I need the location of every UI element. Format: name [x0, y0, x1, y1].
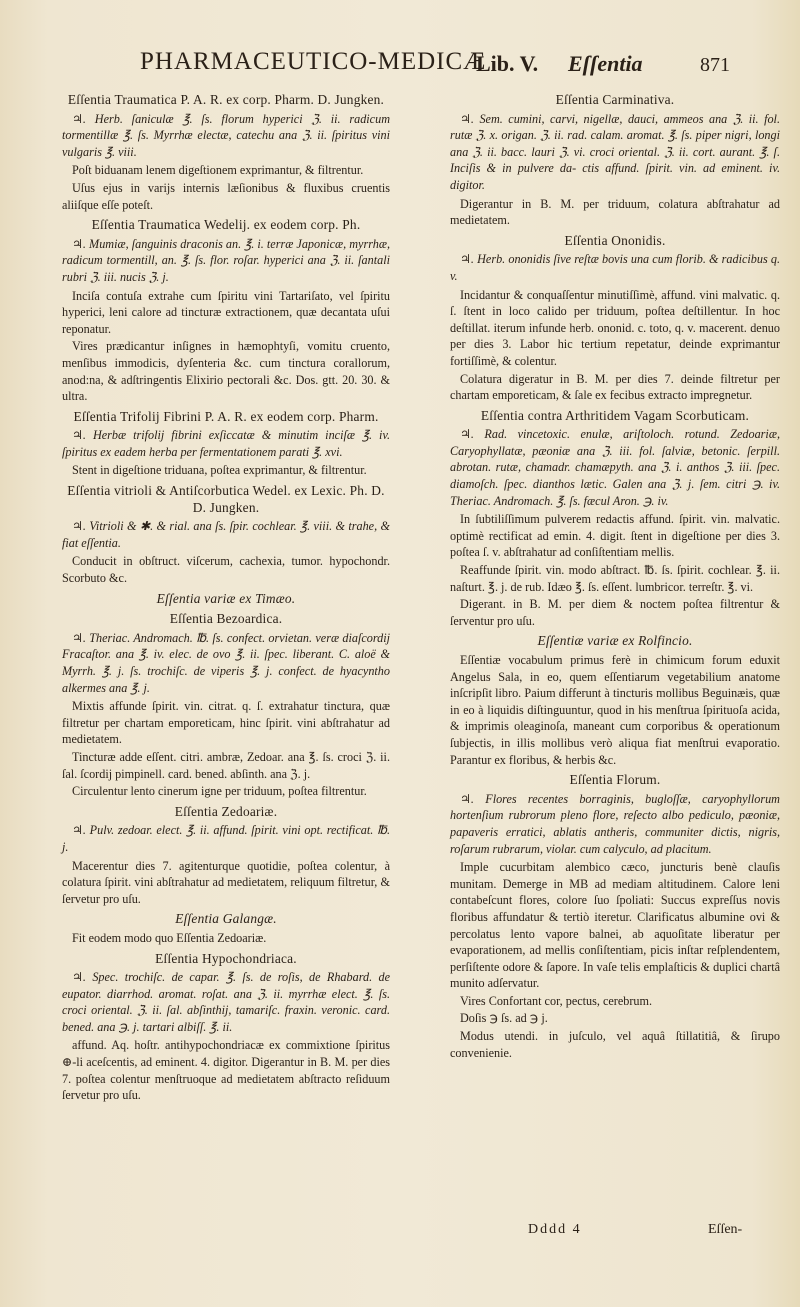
paragraph: Digerantur in B. M. per triduum, colatura abſtrahatur ad medietatem. — [450, 196, 780, 228]
paragraph: Digerant. in B. M. per diem & noctem poſtea filtrentur & ſerventur pro uſu. — [450, 597, 780, 628]
paragraph: affund. Aq. hoſtr. antihypochondriacæ ex commixtione ſpiritus ⊕-li aceſcentis, ad eminent. 4. digitor. Digerantur in B. M. per dies 7. poſtea colentur menſtruoque ad medietatem abſtracto reſiduum ſervetur pro uſu. — [62, 1038, 390, 1103]
section-heading: Eſſentia Traumatica Wedelij. ex eodem corp. Ph. — [91, 217, 361, 233]
section-heading: Eſſentia contra Arthritidem Vagam Scorbuticam. — [480, 407, 750, 423]
paragraph: Vires Confortant cor, pectus, cerebrum. — [460, 993, 653, 1008]
paragraph: In ſubtiliſſimum pulverem redactis affund. ſpirit. vin. malvatic. optimè rectificat ad emin. 4. digit. ſtent in digeſtione per dies 3. poſtea ſ. v. abſtrahatur ad conſiſtentiam mellis. — [450, 512, 780, 560]
paragraph: Fit eodem modo quo Eſſentia Zedoariæ. — [72, 930, 267, 945]
book-number: Lib. V. — [476, 51, 539, 76]
section-title: Eſſentia — [568, 51, 643, 76]
paragraph: Reaffunde ſpirit. vin. modo abſtract. ℔. ſs. ſpirit. cochlear. ℥. ii. naſturt. ℥. j. de rub. Idæo ℥. ſs. eſſent. lumbricor. terreſtr. ℥. vi. — [450, 563, 780, 594]
paragraph: Tincturæ adde eſſent. citri. ambræ, Zedoar. ana ℥. ſs. croci ℨ. ii. ſal. ſcordij pimpinell. card. bened. abſinth. ana ℨ. j. — [62, 749, 390, 781]
section-heading: Eſſentia Traumatica P. A. R. ex corp. Pharm. D. Jungken. — [67, 92, 385, 107]
section-heading: Eſſentia Hypochondriaca. — [155, 950, 297, 966]
section-heading: Eſſentia Trifolij Fibrini P. A. R. ex eodem corp. Pharm. — [73, 408, 379, 424]
paragraph: Eſſentiæ vocabulum primus ferè in chimicum forum eduxit Angelus Sala, in eo, quem eſſentiarum vegetabilium anatome inſcripſit libro. Paium differunt à tincturis mollibus Beguinæis, quæ in eo à liquidis diſtinguuntur, quod in his menſtrua ſpirituoſa acida, & imprimis oleaginoſa, maneant cum corporibus & operationum ſubjectis, in illis mollibus verò aliqua fiat menſtrui evaporatio. Parantur ex floribus, & herbis &c. — [450, 653, 780, 767]
recipe-text: ♃. Theriac. Andromach. ℔. ſs. confect. orvietan. veræ diaſcordij Fracaſtor. ana ℥. iv. elec. de ovo ℥. ii. ſpec. liberant. C. aloë & Myrrh. ℥. j. ſs. trochiſc. de viperis ℥. j. confect. de hyacyntho alkermes ana ℥. j. — [62, 630, 390, 695]
paragraph: Mixtis affunde ſpirit. vin. citrat. q. ſ. extrahatur tinctura, quæ filtretur per chartam emporeticam, hinc ſpirit. vini abſtrahatur ad medietatem. — [62, 699, 390, 747]
recipe-text: ♃. Herb. ſaniculæ ℥. ſs. florum hyperici ℨ. ii. radicum tormentillæ ℥. ſs. Myrrhæ electæ, catechu ana ℨ. ii. ſpiritus vini vulgaris ℥. viii. — [62, 111, 390, 159]
section-heading: Eſſentia Zedoariæ. — [174, 803, 278, 819]
recipe-text: ♃. Vitrioli & ✱. & rial. ana ſs. ſpir. cochlear. ℥. viii. & trahe, & fiat eſſentia. — [62, 519, 390, 550]
paragraph: Inciſa contuſa extrahe cum ſpiritu vini Tartariſato, vel ſpiritu hyperici, leni calore ad tincturæ extractionem, quæ decantata uſui reponatur. — [62, 288, 390, 336]
right-column — [450, 88, 780, 1062]
signature-mark: Dddd 4 — [528, 1222, 582, 1237]
section-heading: Eſſentia variæ ex Timæo. — [156, 590, 296, 606]
section-heading: Eſſentiæ variæ ex Rolfincio. — [537, 633, 693, 649]
recipe-text: ♃. Herbæ trifolij fibrini exſiccatæ & minutim inciſæ ℥. iv. ſpiritus ex eadem herba per fermentationem parati ℥. xvi. — [62, 428, 390, 459]
paragraph: Modus utendi. in juſculo, vel aquâ ſtillatitiâ, & ſirupo convenienie. — [450, 1029, 780, 1060]
running-header — [0, 48, 800, 84]
paragraph: Macerentur dies 7. agitenturque quotidie, poſtea colentur, à colatura ſpirit. vini abſtrahatur ad medietatem, reliquum filtretur, & ſervetur pro uſu. — [62, 858, 390, 906]
paragraph: Colatura digeratur in B. M. per dies 7. deinde filtretur per chartam emporeticam, & ſale ex fecibus extracto impregnetur. — [450, 371, 780, 403]
section-heading: Eſſentia Galangæ. — [175, 911, 277, 927]
catchword: Eſſen- — [708, 1222, 743, 1237]
recipe-text: ♃. Flores recentes borraginis, bugloſſæ, caryophyllorum hortenſium rubrorum pleno flore, reſecto albo pediculo, pæoniæ, papaveris erratici, ablatis antheris, communiter dictis, nigris, roſarum rubrarum, violar. cum calyculo, ad placitum. — [450, 791, 780, 856]
running-title: PHARMACEUTICO-MEDICÆ — [140, 48, 487, 75]
recipe-text: ♃. Mumiæ, ſanguinis draconis an. ℥. i. terræ Japonicæ, myrrhæ, radicum tormentill, an. ℥. ſs. flor. roſar. hyperici ana ℨ. ii. ſantali rubri ℨ. iii. nucis ℨ. j. — [62, 236, 390, 284]
recipe-text: ♃. Sem. cumini, carvi, nigellæ, dauci, ammeos ana ℨ. ii. fol. rutæ ℨ. x. origan. ℨ. ii. rad. calam. aromat. ℥. ſs. piper nigri, longi ana ℨ. ii. bacc. lauri ℨ. vi. croci oriental. ℨ. ii. cort. aurant. ℥. ſ. Inciſis & in pulvere da- ctis affund. ſpirit. vin. ad eminent. iv. digitor. — [450, 111, 780, 192]
paragraph: Imple cucurbitam alembico cæco, juncturis benè clauſis munitam. Demerge in MB ad mediam altitudinem. Calore leni contabeſcunt flores, colore ſuo ſpoliati: Succus expreſſus novis floribus affundatur & tertiò iteretur. Clarificatus albumine ovi & percolatus lento vapore balnei, ab aquoſitate liberatur per evaporationem, ad mellis conſiſtentiam, picis inſtar reſplendentem, perſiſtente odore & ſapore. In vaſe telis emplaſticis & duplici chartâ munito adſervatur. — [450, 860, 780, 991]
paragraph: Vires prædicantur inſignes in hæmophtyſi, vomitu cruento, menſibus immodicis, dyſenteria &c. cum tinctura corallorum, anod:na, & adſtringentis Elixirio pectorali &c. Dos. gtt. 20. 30. & ultra. — [62, 339, 390, 404]
paragraph: Conducit in obſtruct. viſcerum, cachexia, tumor. hypochondr. Scorbuto &c. — [62, 554, 390, 586]
paragraph: Incidantur & conquaſſentur minutiſſimè, affund. vini malvatic. q. ſ. ſtent in loco calido per triduum, poſtea deſtillentur. In hoc deſtillat. iterum infunde herb. ononid. c. toto, q. v. macerent. denuo per dies 3. Labor hic tertium repetatur, deinde exprimantur fortiſſimè, & colentur. — [450, 287, 780, 368]
recipe-text: ♃. Spec. trochiſc. de capar. ℥. ſs. de roſis, de Rhabard. de eupator. diarrhod. aromat. roſat. ana ℨ. ii. myrrhæ elect. ℥. ſs. croci oriental. ℨ. ii. ſal. abſinthij, tamariſc. fraxin. veronic. card. bened. ana ℈. j. tartari albiſſ. ℥. ii. — [62, 970, 390, 1034]
section-heading: Eſſentia Carminativa. — [555, 92, 675, 107]
section-heading: Eſſentia Florum. — [569, 772, 661, 788]
section-heading: Eſſentia vitrioli & Antiſcorbutica Wedel. ex Lexic. Ph. D. D. Jungken. — [67, 483, 385, 515]
page-number: 871 — [700, 54, 730, 76]
recipe-text: ♃. Herb. ononidis ſive reſtæ bovis una cum florib. & radicibus q. v. — [450, 252, 780, 283]
recipe-text: ♃. Pulv. zedoar. elect. ℥. ii. affund. ſpirit. vini opt. rectificat. ℔. j. — [62, 823, 390, 854]
paragraph: Circulentur lento cinerum igne per triduum, poſtea filtrentur. — [72, 784, 367, 799]
recipe-text: ♃. Rad. vincetoxic. enulæ, ariſtoloch. rotund. Zedoariæ, Caryophyllatæ, pæoniæ ana ℨ. iii. fol. ſalviæ, betonic. ſerpill. abrotan. rutæ, chamadr. chamæpyth. ana ℨ. i. anthos ℨ. iii. ſpec. diamoſch. ſpec. dianthos lætic. Galen ana ℨ. j. ſem. citri ℈. iv. Theriac. Andromach. ℥. ſs. fæcul Aron. ℈. iv. — [450, 427, 780, 508]
paragraph: Stent in digeſtione triduana, poſtea exprimantur, & filtrentur. — [72, 463, 367, 478]
paragraph: Doſis ℈ ſs. ad ℈ j. — [460, 1011, 548, 1026]
paragraph: Uſus ejus in varijs internis læſionibus & fluxibus cruentis aliiſque eſſe poteſt. — [62, 180, 390, 212]
page-footer — [0, 1222, 800, 1244]
left-column — [62, 88, 390, 1105]
section-heading: Eſſentia Bezoardica. — [169, 611, 283, 627]
section-heading: Eſſentia Ononidis. — [564, 232, 666, 248]
paragraph: Poſt biduanam lenem digeſtionem exprimantur, & filtrentur. — [72, 163, 364, 178]
